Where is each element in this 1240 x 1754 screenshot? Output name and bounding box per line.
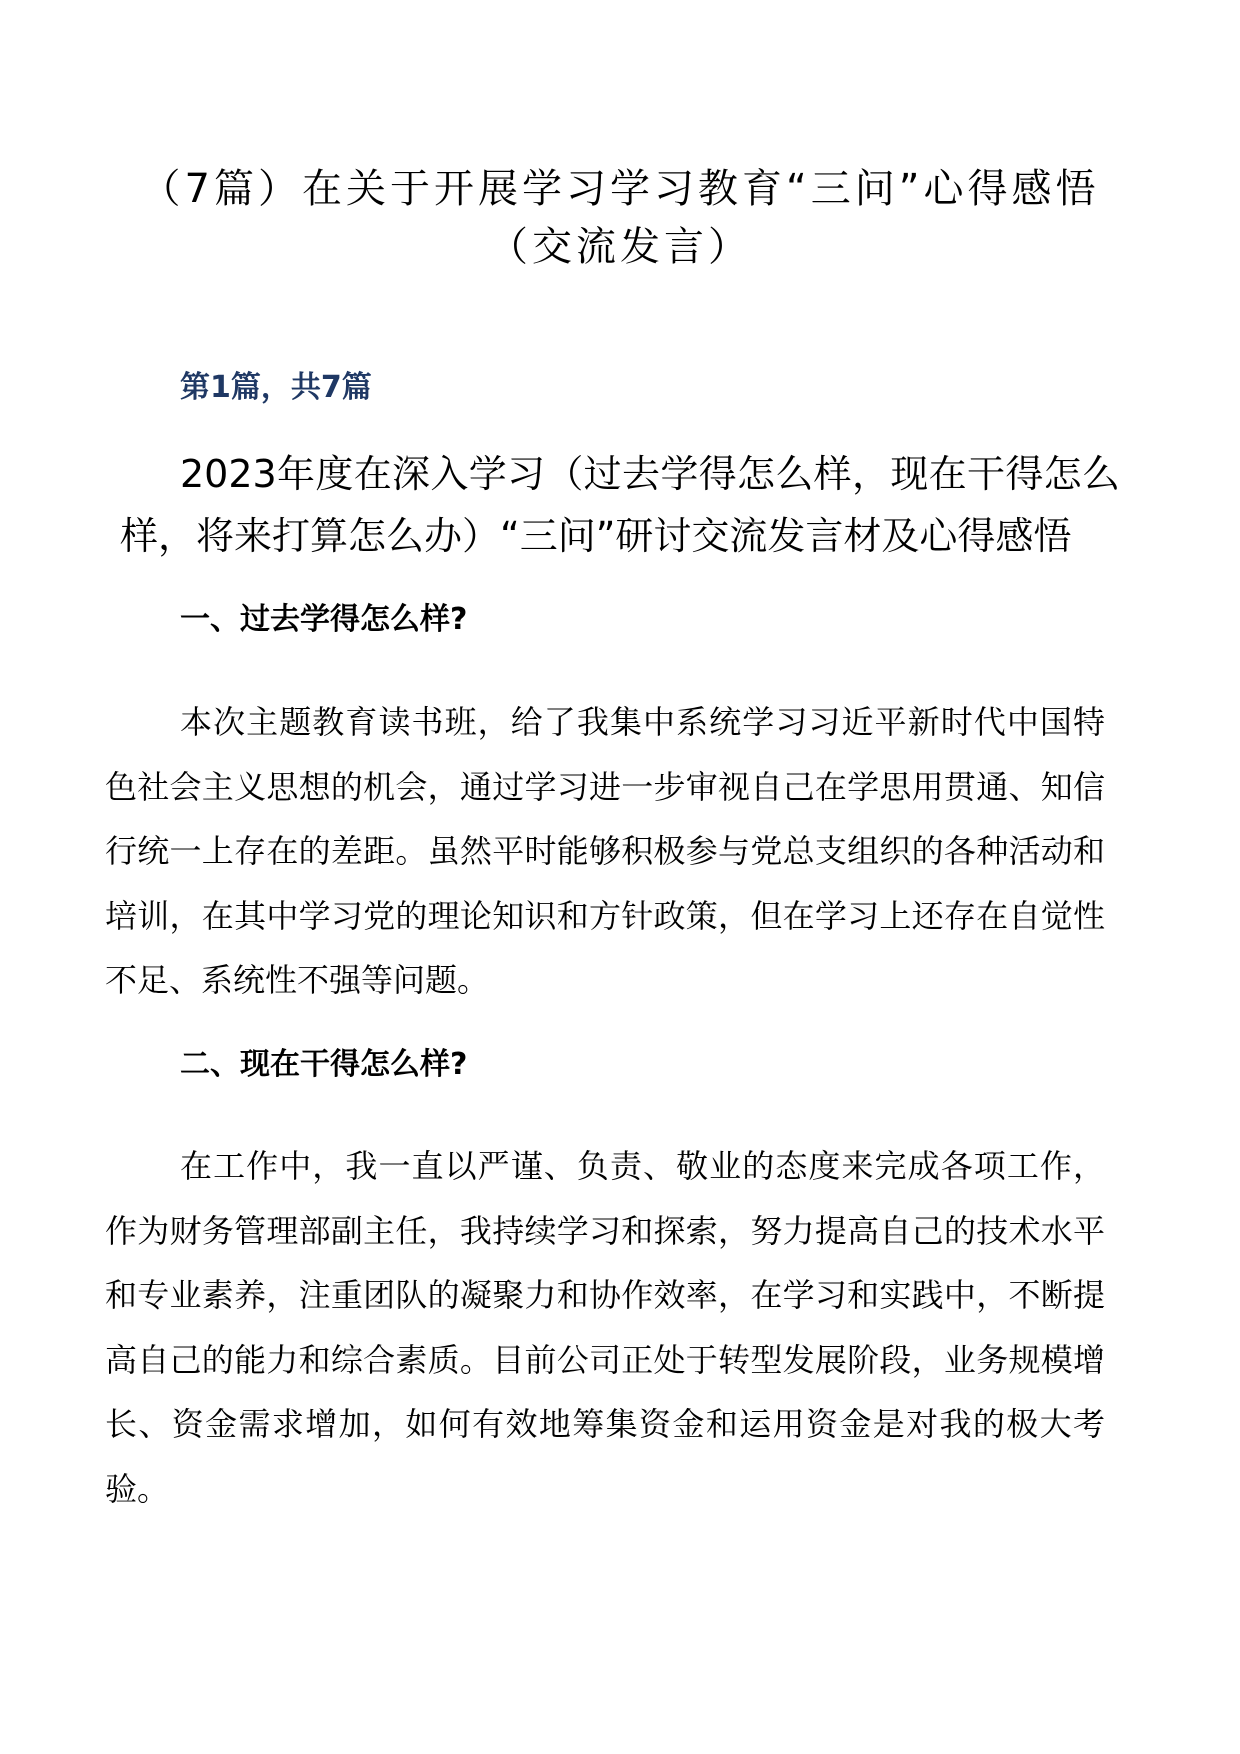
section-paragraph-past: 本次主题教育读书班，给了我集中系统学习习近平新时代中国特色社会主义思想的机会，通过学习进一步审视自己在学思用贯通、知信行统一上存在的差距。虽然平时能够积极参与党总支组织的各种活动和培训，在其中学习党的理论知识和方针政策，但在学习上还存在自觉性不足、系统性不强等问题。 bbox=[105, 703, 1105, 999]
section-heading-present: 二、现在干得怎么样? bbox=[180, 1047, 468, 1082]
section-paragraph-present: 在工作中，我一直以严谨、负责、敬业的态度来完成各项工作，作为财务管理部副主任，我持续学习和探索，努力提高自己的技术水平和专业素养，注重团队的凝聚力和协作效率，在学习和实践中，不断提高自己的能力和综合素质。目前公司正处于转型发展阶段，业务规模增长、资金需求增加，如何有效地筹集资金和运用资金是对我的极大考验。 bbox=[105, 1147, 1105, 1508]
document-title: （7篇）在关于开展学习学习教育“三问”心得感悟（交流发言） bbox=[140, 166, 1100, 270]
part-label: 第1篇，共7篇 bbox=[180, 370, 372, 405]
article-subtitle: 2023年度在深入学习（过去学得怎么样，现在干得怎么样，将来打算怎么办）“三问”研讨交流发言材及心得感悟 bbox=[120, 452, 1120, 558]
section-heading-past: 一、过去学得怎么样? bbox=[180, 602, 468, 637]
